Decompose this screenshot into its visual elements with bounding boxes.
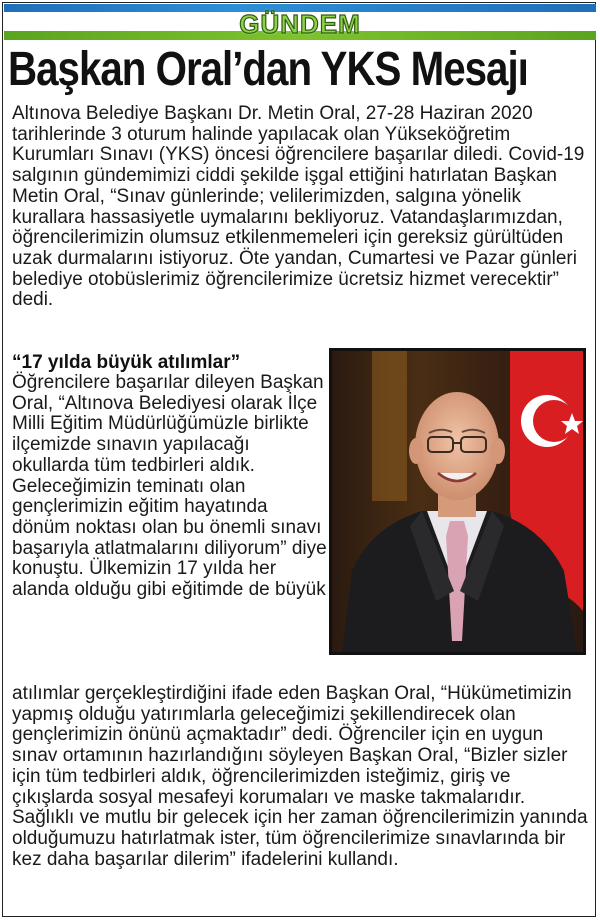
headline: Başkan Oral’dan YKS Mesajı — [8, 43, 528, 96]
subheading: “17 yılda büyük atılımlar” — [12, 352, 241, 373]
curtain-glow — [372, 351, 407, 501]
paragraph-1: Altınova Belediye Başkanı Dr. Metin Oral, 27-28 Haziran 2020 tarihlerinde 3 oturum halinde yapılacak olan Yükseköğretim Kurumları Sınavı (YKS) öncesi öğrencilere başarılar diledi. Covid-19 salgının gündemimizi ciddi şekilde işgal ettiğini hatırlatan Başkan Metin Oral, “Sınav günlerinde; velilerimizden, salgına yönelik kurallara hassasiyetle uymalarını bekliyoruz. Vatandaşlarımızdan, öğrencilerimizin olumsuz etkilenmemeleri için gereksiz gürültüden uzak durmalarını istiyoruz. Öte yandan, Cumartesi ve Pazar günleri belediye otobüslerimiz öğrencilerimize ücretsiz hizmet verecektir” dedi. — [12, 103, 585, 311]
section-banner — [4, 4, 596, 40]
paragraph-2: Öğrencilere başarılar dileyen Başkan Oral, “Altınova Belediyesi olarak İlçe Milli Eğitim Müdürlüğümüzle birlikte ilçemizde sınavın yapılacağı okullarda tüm tedbirleri aldık. Geleceğimizin teminatı olan gençlerimizin eğitim hayatında dönüm noktası olan bu önemli sınavı başarıyla atlatmalarını diliyorum” diye konuştu. Ülkemizin 17 yılda her alanda olduğu gibi eğitimde de büyük — [12, 372, 327, 601]
portrait-photo — [329, 348, 586, 655]
section-label: GÜNDEM — [239, 9, 361, 39]
portrait-illustration — [332, 351, 583, 652]
paragraph-3: atılımlar gerçekleştirdiğini ifade eden Başkan Oral, “Hükümetimizin yapmış olduğu yatırımlarla geleceğimizi şekillendirecek olan gençlerimizin önünü açmaktadır” dedi. Öğrenciler için en uygun sınav ortamının hazırlandığını söyleyen Başkan Oral, “Bizler sizler için tüm tedbirleri aldık, öğrencilerimizden isteğimiz, giriş ve çıkışlarda sosyal mesafeyi korumaları ve maske takmalarıdır. Sağlıklı ve mutlu bir gelecek için her zaman öğrencilerimizin yanında olduğumuzu hatırlatmak ister, tüm öğrencilerimize sınavlarında bir kez daha başarılar dilerim” ifadelerini kullandı. — [12, 683, 588, 870]
